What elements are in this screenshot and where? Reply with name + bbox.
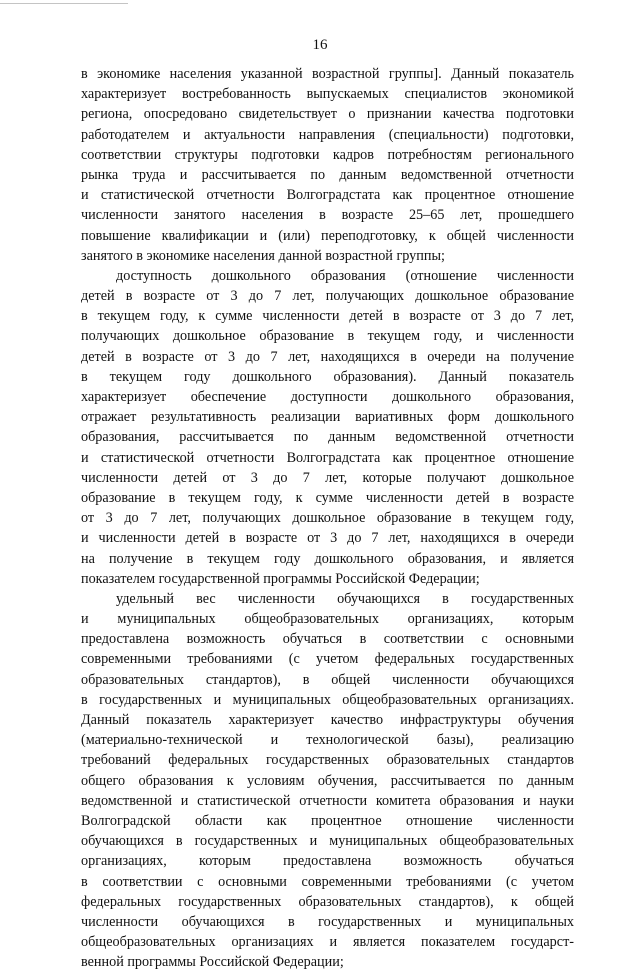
- text-line: региона, опосредовано свидетельствует о признании качества подготовки: [81, 106, 574, 123]
- text-line: в государственных и муниципальных общеобразовательных организациях.: [81, 691, 574, 708]
- text-line: показателем государственной программы Российской Федерации;: [81, 570, 480, 587]
- text-line: численности детей от 3 до 7 лет, которые получают дошкольное: [81, 469, 574, 486]
- text-line: образование в текущем году, к сумме численности детей в возрасте: [81, 489, 574, 506]
- text-line: в текущем году, к сумме численности детей в возрасте от 3 до 7 лет,: [81, 308, 574, 325]
- text-line: соответствии структуры подготовки кадров потребностям регионального: [81, 146, 574, 163]
- text-line: повышение квалификации и (или) переподготовку, к общей численности: [81, 227, 574, 244]
- text-line: Данный показатель характеризует качество инфраструктуры обучения: [81, 712, 574, 728]
- text-line: в соответствии с основными современными требованиями (с учетом: [81, 873, 574, 890]
- text-line: численности обучающихся в государственных и муниципальных: [81, 913, 574, 930]
- text-line: организациях, которым предоставлена возможность обучаться: [81, 853, 574, 870]
- text-line: обучающихся в государственных и муниципальных общеобразовательных: [81, 833, 574, 850]
- text-line: рынка труда и рассчитывается по данным ведомственной отчетности: [81, 166, 574, 183]
- text-line: в текущем году дошкольного образования). Данный показатель: [81, 368, 574, 385]
- text-line: детей в возрасте от 3 до 7 лет, получающих дошкольное образование: [81, 288, 574, 305]
- text-line: Волгоградской области как процентное отношение численности: [81, 812, 574, 829]
- text-line: современными требованиями (с учетом федеральных государственных: [81, 651, 574, 668]
- text-line: в экономике населения указанной возрастной группы]. Данный показатель: [81, 66, 574, 82]
- text-line: характеризует обеспечение доступности дошкольного образования,: [81, 389, 574, 405]
- text-line: и численности детей в возрасте от 3 до 7 лет, находящихся в очереди: [81, 530, 574, 547]
- text-line: численности занятого населения в возрасте 25–65 лет, прошедшего: [81, 207, 574, 224]
- text-line: общеобразовательных организациях и является показателем государст-: [81, 934, 574, 951]
- top-edge-line: [0, 3, 128, 4]
- text-line: предоставлена возможность обучаться в соответствии с основными: [81, 631, 574, 648]
- text-line: венной программы Российской Федерации;: [81, 954, 344, 971]
- text-line: занятого в экономике населения данной возрастной группы;: [81, 247, 445, 264]
- text-line: отражает результативность реализации вариативных форм дошкольного: [81, 409, 574, 426]
- text-line: на получение в текущем году дошкольного образования, и является: [81, 550, 574, 567]
- text-line: образовательных стандартов), в общей численности обучающихся: [81, 671, 574, 688]
- text-line: и муниципальных общеобразовательных организациях, которым: [81, 611, 574, 628]
- text-line: федеральных государственных образовательных стандартов), к общей: [81, 893, 574, 910]
- text-line: от 3 до 7 лет, получающих дошкольное образование в текущем году,: [81, 510, 574, 527]
- text-line: характеризует востребованность выпускаемых специалистов экономикой: [81, 86, 574, 103]
- text-line: образования, рассчитывается по данным ведомственной отчетности: [81, 429, 574, 446]
- text-line: удельный вес численности обучающихся в государственных: [116, 590, 574, 607]
- text-line: и статистической отчетности Волгоградстата как процентное отношение: [81, 449, 574, 466]
- text-line: и статистической отчетности Волгоградстата как процентное отношение: [81, 187, 574, 204]
- text-line: требований федеральных государственных образовательных стандартов: [81, 752, 574, 769]
- text-line: получающих дошкольное образование в текущем году, и численности: [81, 328, 574, 345]
- text-line: (материально-технической и технологической базы), реализацию: [81, 732, 574, 749]
- text-line: доступность дошкольного образования (отношение численности: [116, 267, 574, 284]
- text-line: общего образования к условиям обучения, рассчитывается по данным: [81, 772, 574, 789]
- text-line: детей в возрасте от 3 до 7 лет, находящихся в очереди на получение: [81, 348, 574, 365]
- document-body: [81, 64, 574, 972]
- text-line: ведомственной и статистической отчетности комитета образования и науки: [81, 792, 574, 809]
- page-number: 16: [312, 37, 328, 53]
- text-line: работодателем и актуальности направления (специальности) подготовки,: [81, 126, 574, 143]
